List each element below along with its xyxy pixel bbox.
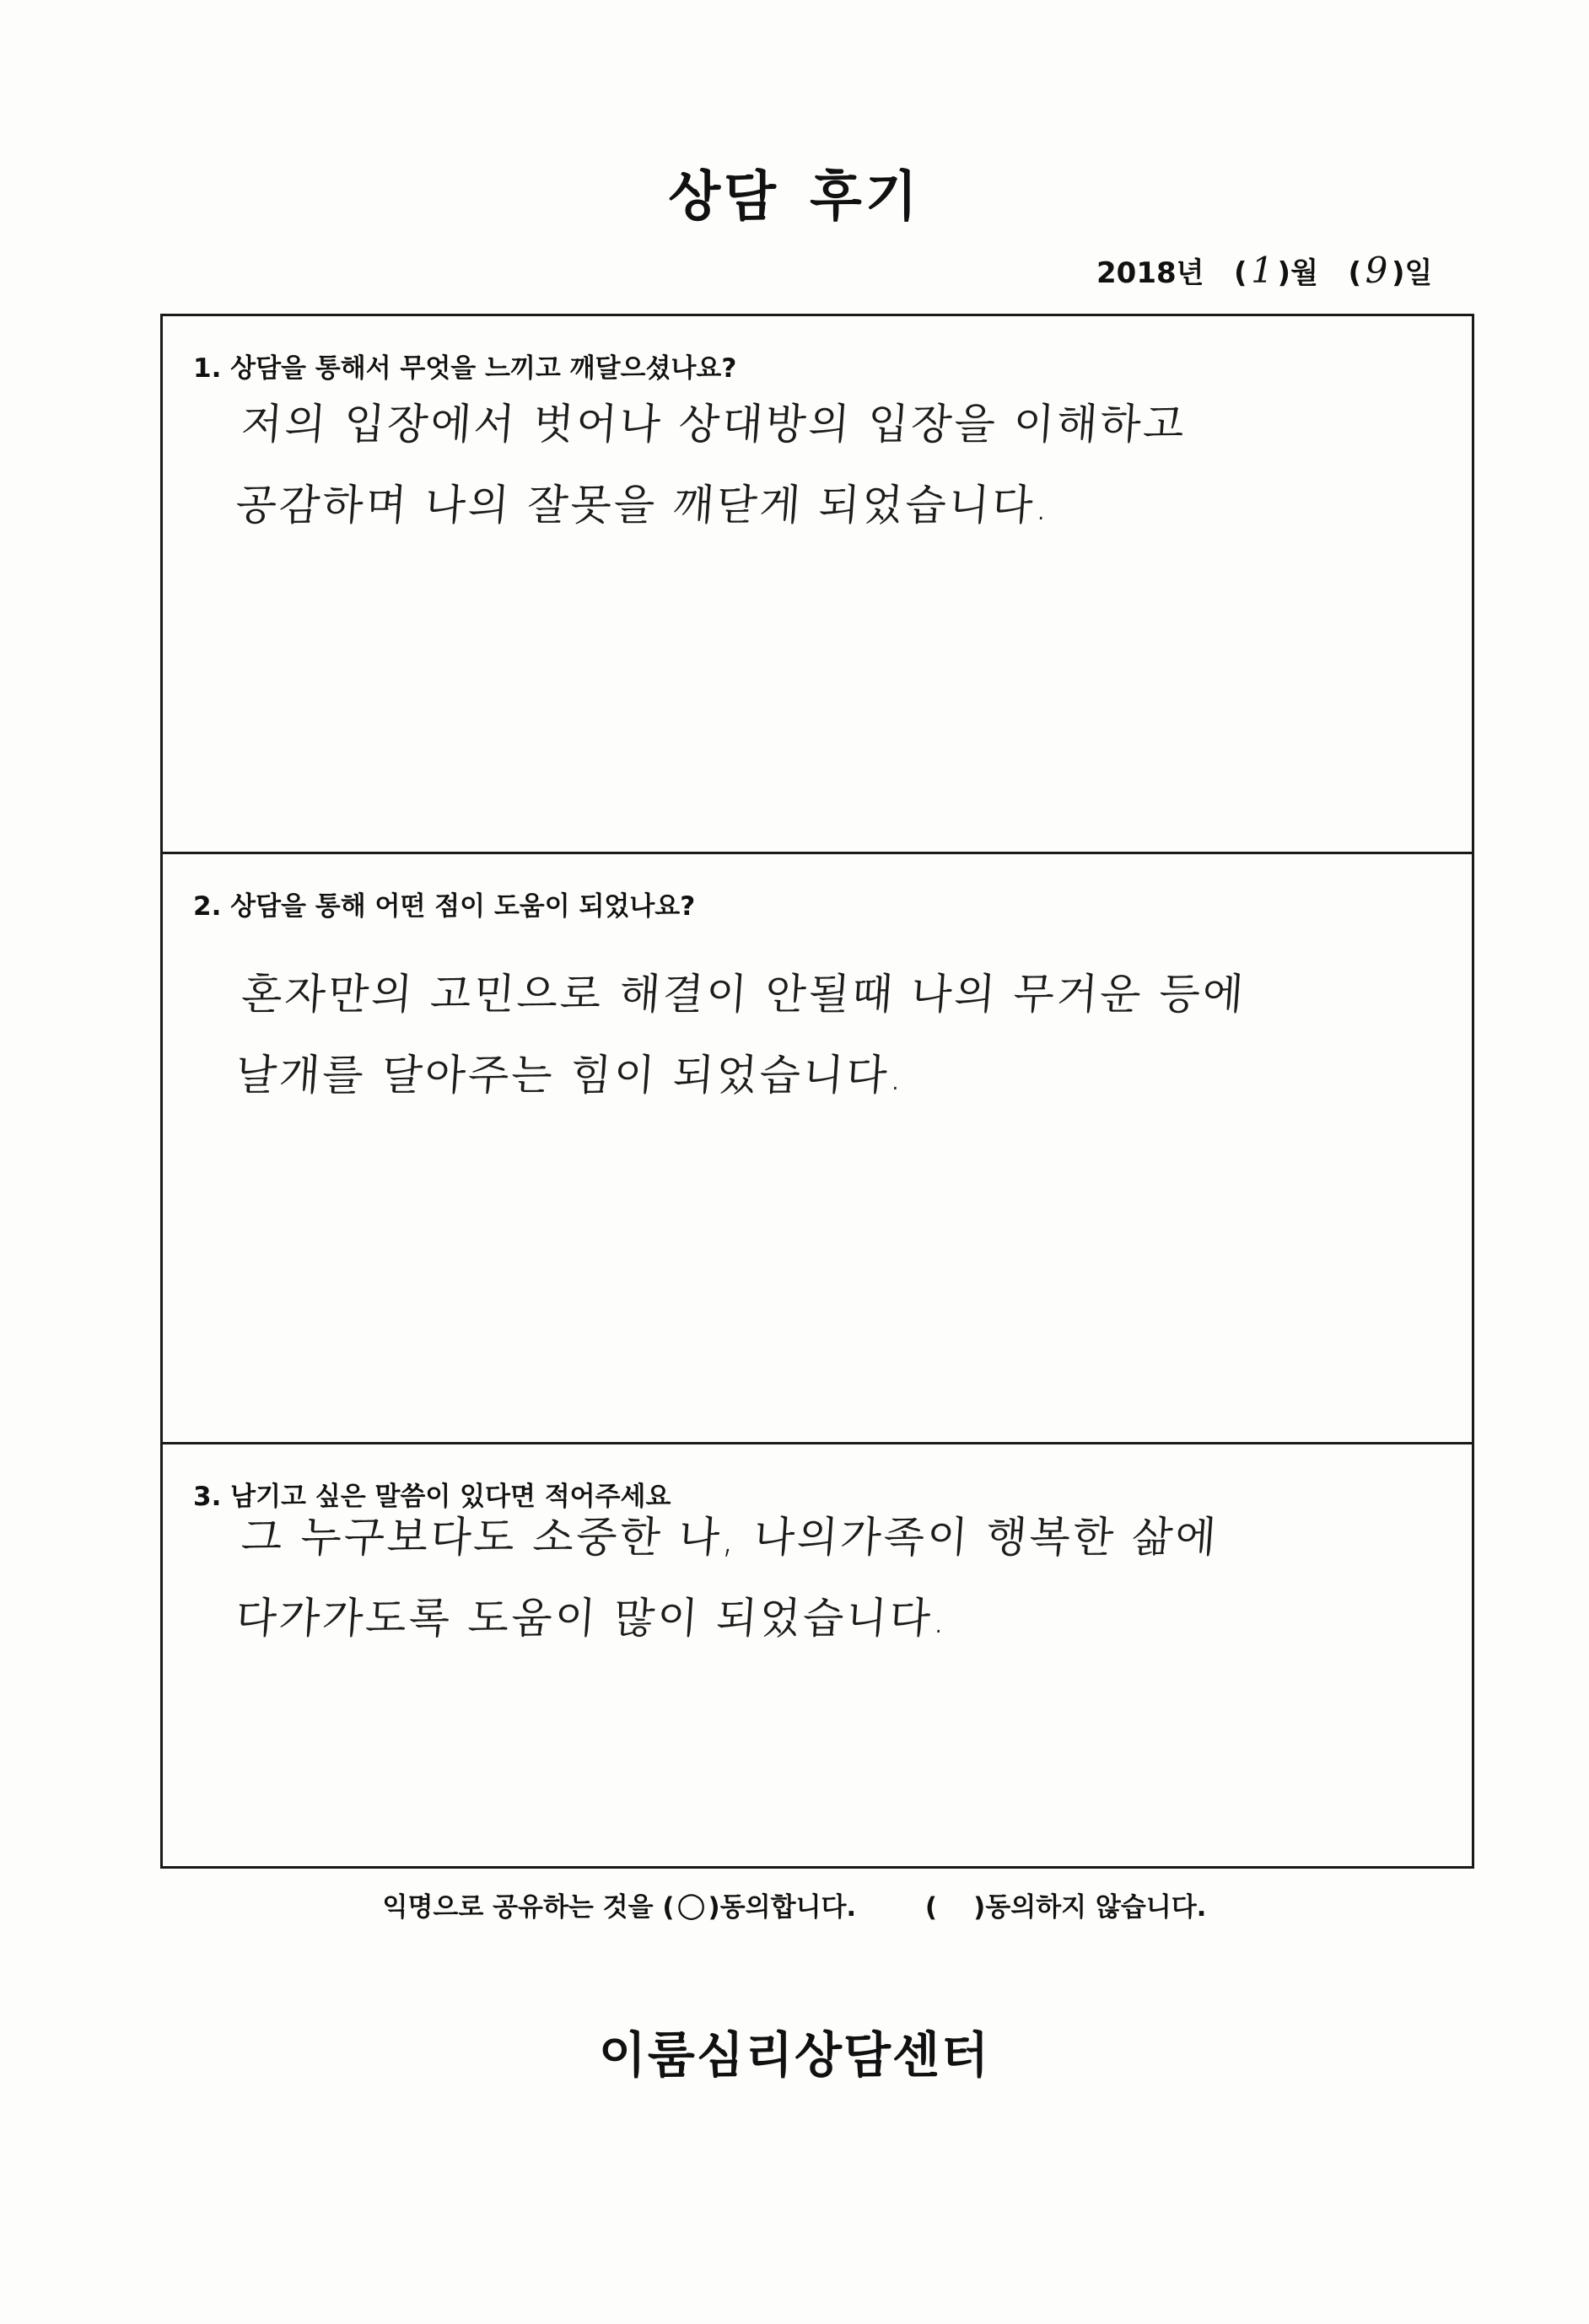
answer-line: 저의 입장에서 벗어나 상대방의 입장을 이해하고 [240, 400, 1188, 449]
answer-1 [233, 384, 1426, 546]
page-title [0, 153, 1589, 231]
consent-line [0, 1886, 1589, 1924]
title-word: 상담 [668, 166, 779, 229]
date-day-close: )일 [1392, 256, 1433, 290]
answer-line: 그 누구보다도 소중한 나, 나의가족이 행복한 삶에 [240, 1513, 1220, 1562]
question-2: 2. 상담을 통해 어떤 점이 도움이 되었나요? [193, 891, 696, 922]
review-form [160, 314, 1474, 1869]
section-3 [163, 1444, 1472, 1869]
answer-line: 혼자만의 고민으로 해결이 안될때 나의 무거운 등에 [240, 970, 1248, 1019]
answer-line: 다가가도록 도움이 많이 되었습니다. [234, 1594, 951, 1643]
date-line [1096, 250, 1476, 291]
date-month-close: )월 [1277, 256, 1318, 290]
answer-line: 공감하며 나의 잘못을 깨닫게 되었습니다. [234, 481, 1053, 530]
answer-3 [233, 1497, 1426, 1659]
date-month-open: ( [1234, 256, 1247, 290]
answer-2 [233, 954, 1426, 1116]
section-2 [163, 854, 1472, 1444]
consent-disagree-open: ( [924, 1892, 937, 1923]
date-day-value: 9 [1365, 250, 1388, 291]
date-year: 2018년 [1096, 256, 1204, 290]
center-name: 이룸심리상담센터 [598, 2026, 991, 2084]
consent-disagree-label: )동의하지 않습니다. [973, 1892, 1207, 1923]
section-1 [163, 316, 1472, 854]
consent-agree-label: )동의합니다. [708, 1892, 857, 1923]
date-month-value: 1 [1251, 250, 1274, 291]
answer-line: 날개를 달아주는 힘이 되었습니다. [234, 1051, 908, 1100]
consent-prefix: 익명으로 공유하는 것을 [382, 1892, 654, 1923]
date-day-open: ( [1348, 256, 1361, 290]
title-word: 후기 [810, 166, 921, 229]
consent-agree-mark: ○ [676, 1886, 706, 1924]
consent-agree-open: ( [662, 1892, 675, 1923]
question-3: 3. 남기고 싶은 말씀이 있다면 적어주세요 [193, 1482, 671, 1512]
question-1: 1. 상담을 통해서 무엇을 느끼고 깨달으셨나요? [193, 353, 737, 384]
